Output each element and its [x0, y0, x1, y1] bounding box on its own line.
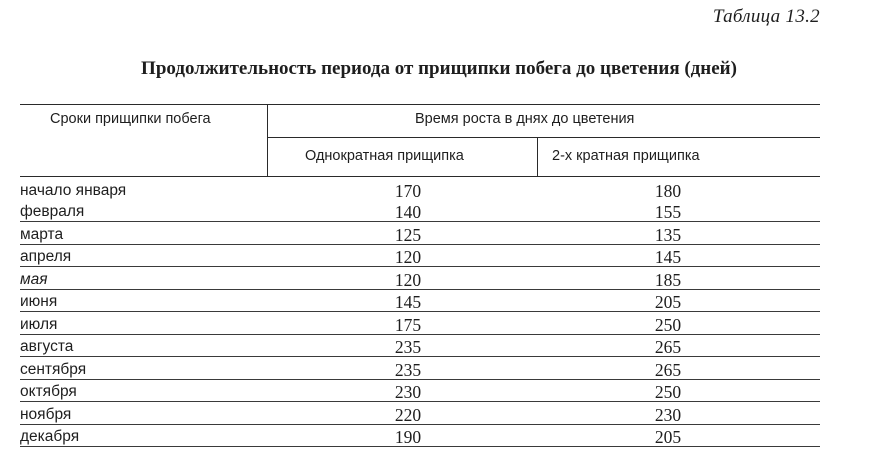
- single-pinch-cell: 140: [394, 202, 422, 222]
- single-pinch-cell: 120: [394, 247, 422, 267]
- table-row: [20, 380, 820, 403]
- header-single-pinch: Однократная прищипка: [305, 148, 464, 164]
- double-pinch-cell: 265: [654, 359, 682, 380]
- period-cell: мая: [20, 270, 48, 288]
- double-pinch-cell: 135: [654, 224, 682, 245]
- header-subcolumn-divider: [537, 137, 538, 177]
- header-group-rule: [267, 137, 820, 138]
- single-pinch-cell: 235: [394, 359, 422, 380]
- double-pinch-cell: 265: [654, 337, 682, 357]
- period-cell: ноября: [20, 405, 72, 423]
- single-pinch-cell: 230: [394, 382, 422, 402]
- double-pinch-cell: 205: [654, 292, 682, 312]
- period-cell: сентября: [20, 360, 87, 378]
- table-row: [20, 222, 820, 245]
- single-pinch-cell: 235: [394, 337, 422, 357]
- double-pinch-cell: 145: [654, 247, 682, 267]
- period-cell: июня: [20, 293, 58, 310]
- single-pinch-cell: 170: [394, 180, 422, 201]
- single-pinch-cell: 120: [394, 269, 422, 290]
- single-pinch-cell: 220: [394, 404, 422, 425]
- table-row: [20, 290, 820, 313]
- table-row: [20, 267, 820, 290]
- double-pinch-cell: 250: [654, 314, 682, 335]
- period-cell: начало января: [20, 181, 127, 199]
- single-pinch-cell: 175: [394, 314, 422, 335]
- period-cell: июля: [20, 315, 58, 333]
- table-row: [20, 357, 820, 380]
- table-body: [20, 177, 820, 447]
- header-double-pinch: 2-х кратная прищипка: [552, 148, 700, 164]
- table-row: [20, 312, 820, 335]
- table-row: [20, 177, 820, 200]
- period-cell: октября: [20, 383, 77, 400]
- header-top-rule: [20, 104, 820, 105]
- table-row: [20, 245, 820, 268]
- table-title: Продолжительность периода от прищипки побега до цветения (дней): [141, 58, 737, 79]
- table-row: [20, 200, 820, 223]
- header-divider-vertical: [267, 104, 268, 177]
- single-pinch-cell: 190: [394, 427, 422, 447]
- single-pinch-cell: 145: [394, 292, 422, 312]
- table-row: [20, 402, 820, 425]
- double-pinch-cell: 230: [654, 404, 682, 425]
- double-pinch-cell: 180: [654, 180, 682, 201]
- table-row: [20, 335, 820, 358]
- double-pinch-cell: 250: [654, 382, 682, 402]
- double-pinch-cell: 205: [654, 427, 682, 447]
- header-period: Сроки прищипки побега: [50, 111, 211, 127]
- period-cell: марта: [20, 225, 64, 243]
- period-cell: декабря: [20, 428, 80, 445]
- single-pinch-cell: 125: [394, 224, 422, 245]
- table-row: [20, 425, 820, 448]
- period-cell: апреля: [20, 248, 72, 265]
- double-pinch-cell: 185: [654, 269, 682, 290]
- double-pinch-cell: 155: [654, 202, 682, 222]
- header-growth-time: Время роста в днях до цветения: [415, 111, 635, 127]
- table-number: Таблица 13.2: [712, 6, 820, 27]
- period-cell: февраля: [20, 203, 85, 220]
- period-cell: августа: [20, 338, 74, 355]
